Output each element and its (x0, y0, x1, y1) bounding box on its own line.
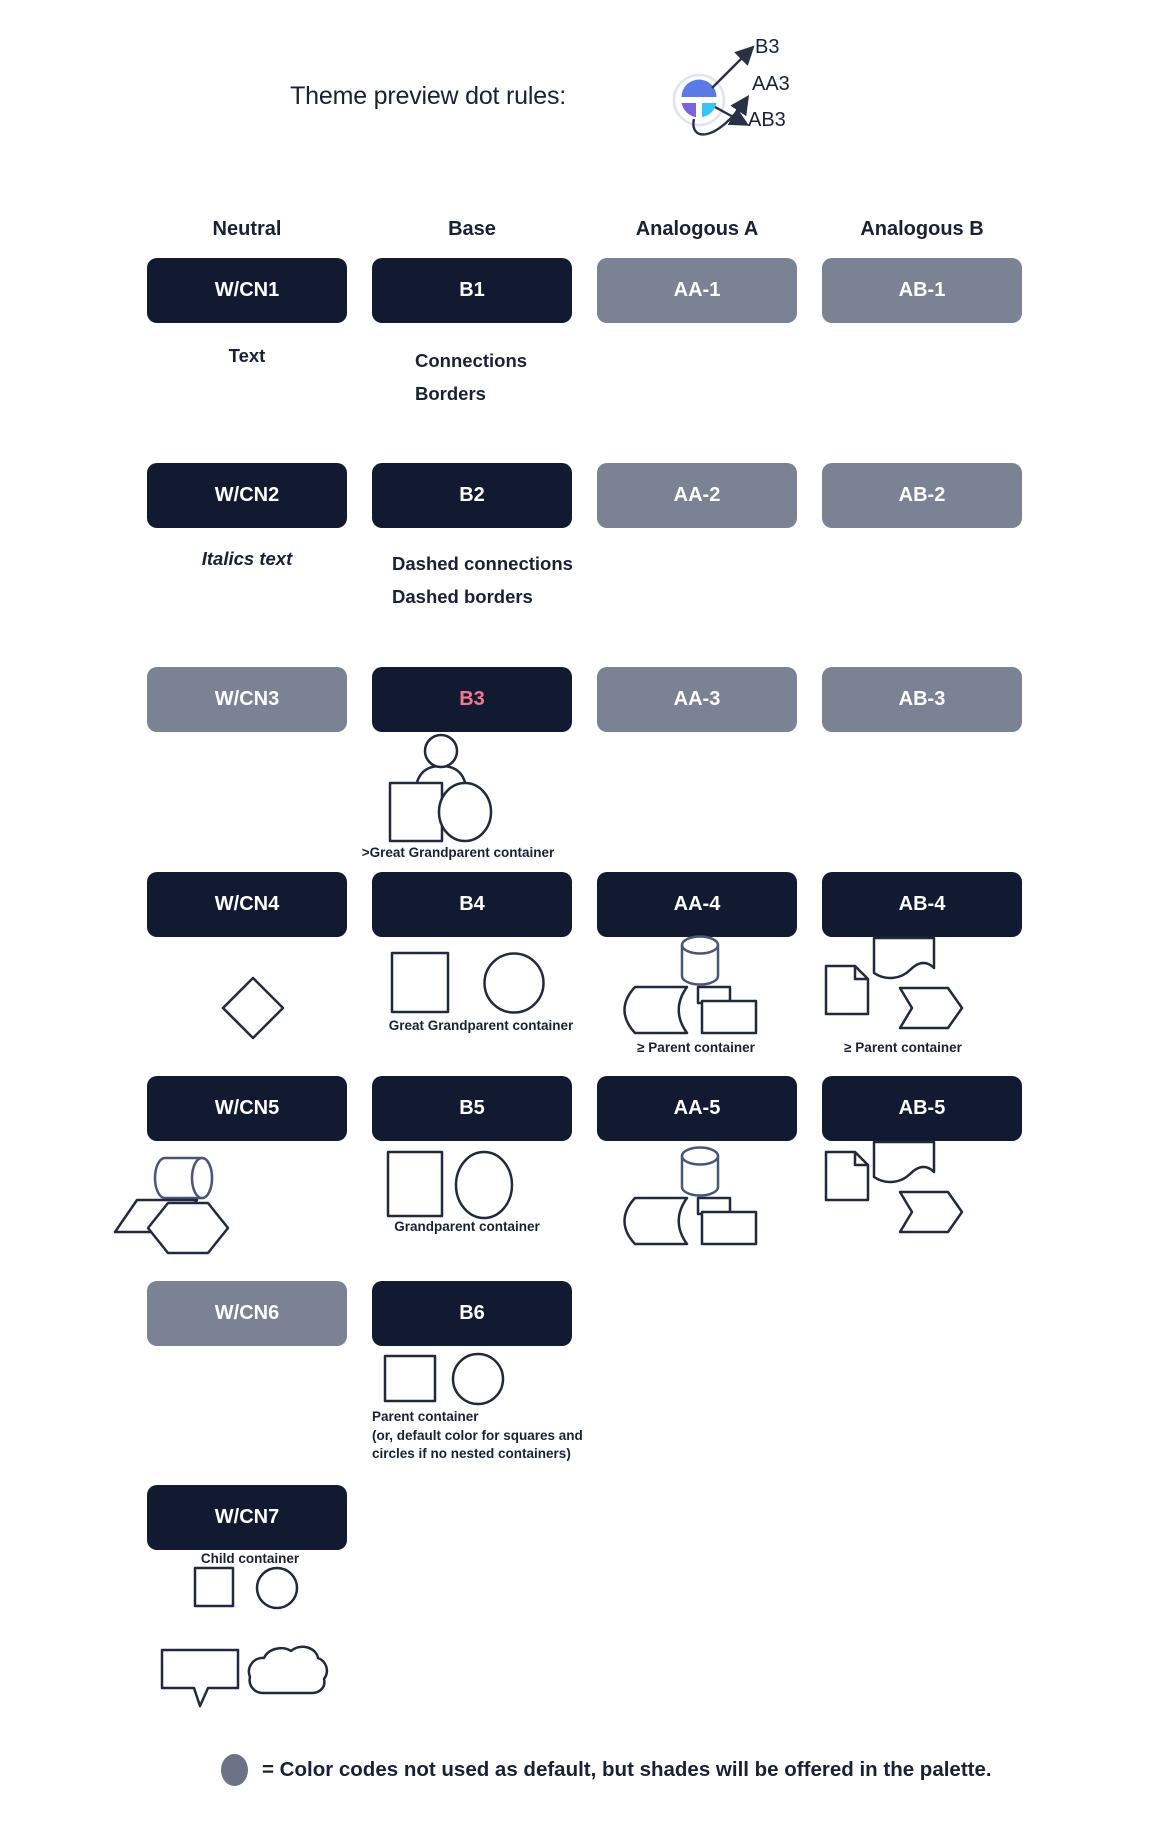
folder-body-shape (702, 1212, 756, 1244)
circle-shape (439, 783, 491, 841)
pill-ab3: AB-3 (822, 667, 1022, 732)
caption-aa4-caption: ≥ Parent container (637, 1040, 755, 1055)
pill-wcn6: W/CN6 (147, 1281, 347, 1346)
cylinder-top-shape (682, 937, 718, 954)
aa4-shape-cluster (615, 930, 780, 1038)
pill-wcn4: W/CN4 (147, 872, 347, 937)
aa5-shape-cluster (615, 1140, 780, 1248)
pill-wcn3: W/CN3 (147, 667, 347, 732)
pill-wcn2: W/CN2 (147, 463, 347, 528)
circle-shape (453, 1354, 503, 1404)
wcn4-shape-cluster (215, 970, 291, 1046)
pill-b1: B1 (372, 258, 572, 323)
column-header-analogous-a: Analogous A (635, 218, 759, 240)
pill-b5: B5 (372, 1076, 572, 1141)
pill-ab1: AB-1 (822, 258, 1022, 323)
page-title: Theme preview dot rules: (290, 82, 566, 110)
b5-shape-cluster (380, 1145, 560, 1225)
circle-shape (456, 1152, 512, 1218)
wcn5-shape-cluster (105, 1145, 240, 1260)
dot-target-ab3: AB3 (748, 109, 786, 131)
chevron-shape (900, 988, 962, 1028)
b4-shape-cluster (380, 945, 560, 1025)
square-shape (388, 1152, 442, 1216)
caption-neutral-italics: Italics text (201, 548, 293, 569)
pill-wcn1: W/CN1 (147, 258, 347, 323)
document-shape (826, 966, 868, 1014)
cylinder-cap-shape (192, 1158, 212, 1198)
wcn7-shape-cluster (185, 1560, 305, 1612)
pill-b4: B4 (372, 872, 572, 937)
legend-text: = Color codes not used as default, but shades will be offered in the palette. (262, 1758, 992, 1781)
pill-wcn5: W/CN5 (147, 1076, 347, 1141)
b6-shape-cluster (380, 1348, 560, 1406)
wavy-document-shape (874, 938, 934, 978)
document-shape (826, 1152, 868, 1200)
pill-aa5: AA-5 (597, 1076, 797, 1141)
pill-aa2: AA-2 (597, 463, 797, 528)
wavy-document-shape (874, 1142, 934, 1182)
speech-bubble-shape (162, 1650, 238, 1706)
column-header-base: Base (448, 218, 496, 240)
circle-shape (257, 1568, 297, 1608)
pill-ab5: AB-5 (822, 1076, 1022, 1141)
square-shape (385, 1356, 435, 1401)
dot-target-b3: B3 (755, 36, 780, 58)
caption-b6-caption: Parent container (or, default color for squares and circles if no nested containers) (372, 1409, 583, 1461)
caption-b3-caption: >Great Grandparent container (361, 845, 555, 860)
pill-b6: B6 (372, 1281, 572, 1346)
pill-wcn7: W/CN7 (147, 1485, 347, 1550)
person-head-shape (425, 735, 457, 767)
dot-target-aa3: AA3 (752, 73, 790, 95)
caption-neutral-text: Text (228, 345, 266, 366)
column-header-analogous-b: Analogous B (860, 218, 984, 240)
pill-b2: B2 (372, 463, 572, 528)
pill-ab4: AB-4 (822, 872, 1022, 937)
caption-wcn7-caption: Child container (200, 1551, 300, 1566)
caption-b5-caption: Grandparent container (394, 1219, 540, 1234)
pill-aa4: AA-4 (597, 872, 797, 937)
chevron-shape (900, 1192, 962, 1232)
caption-base-connections: Connections Borders (415, 350, 528, 404)
ab4-shape-cluster (815, 930, 970, 1035)
stored-data-shape (625, 987, 688, 1033)
pill-ab2: AB-2 (822, 463, 1022, 528)
square-shape (390, 783, 442, 841)
bubble-cloud-cluster (150, 1635, 340, 1713)
column-header-neutral: Neutral (212, 218, 282, 240)
caption-ab4-caption: ≥ Parent container (844, 1040, 962, 1055)
stored-data-shape (625, 1198, 688, 1244)
folder-body-shape (702, 1001, 756, 1033)
cloud-shape (249, 1647, 327, 1693)
ab5-shape-cluster (815, 1140, 970, 1240)
cylinder-top-shape (682, 1148, 718, 1165)
square-shape (392, 953, 448, 1012)
square-shape (195, 1568, 233, 1606)
legend-dot-icon (221, 1754, 248, 1786)
pill-aa3: AA-3 (597, 667, 797, 732)
caption-b4-caption: Great Grandparent container (388, 1018, 574, 1033)
circle-shape (485, 954, 544, 1013)
pill-aa1: AA-1 (597, 258, 797, 323)
caption-base-dashed: Dashed connections Dashed borders (392, 553, 573, 607)
b3-shape-cluster (380, 728, 550, 850)
pill-b3: B3 (372, 667, 572, 732)
arrow-to-b3 (712, 48, 752, 88)
diamond-shape (223, 978, 283, 1038)
